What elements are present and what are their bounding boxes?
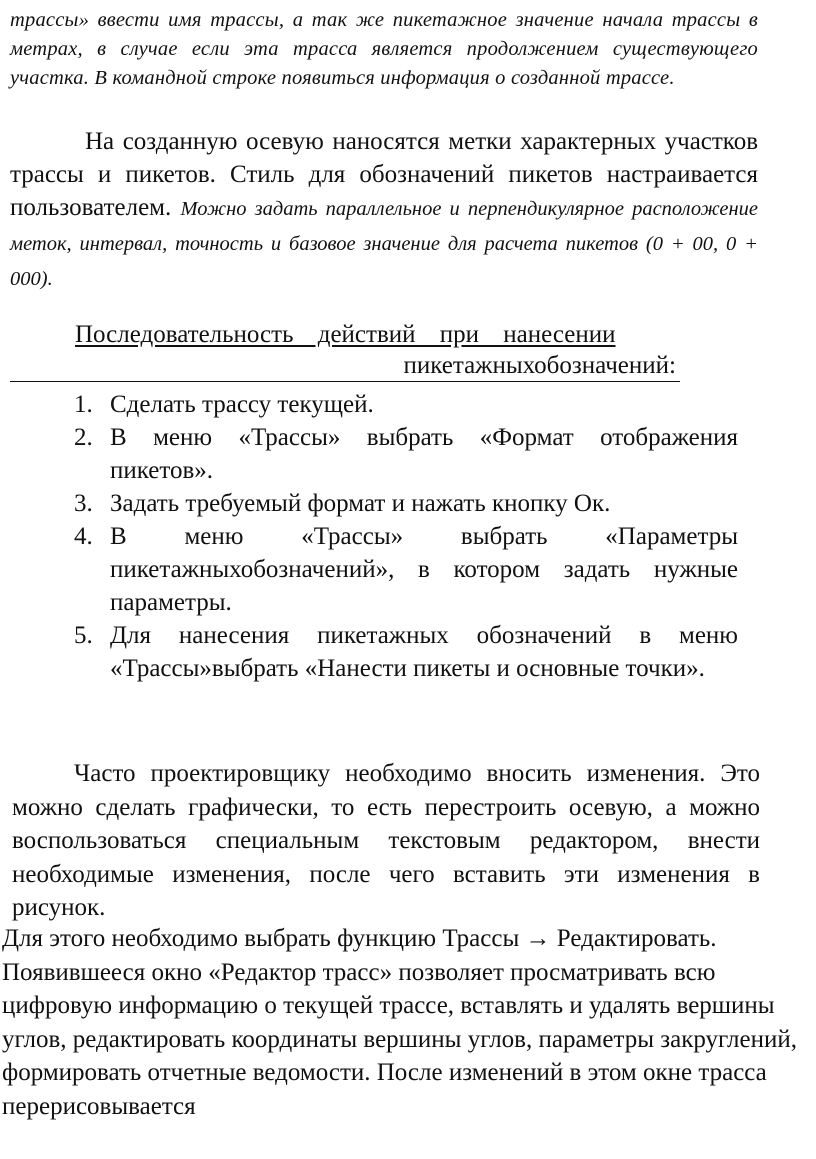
list-item xyxy=(74,520,738,619)
list-item-number: 3. xyxy=(74,490,93,517)
list-item-number: 1. xyxy=(74,391,93,418)
section-heading-line2: пикетажныхобозначений: xyxy=(10,351,680,382)
section-heading-line1: Последовательность действий при нанесении xyxy=(75,321,616,348)
editor-paragraph: Для этого необходимо выбрать функцию Трассы → Редактировать. Появившееся окно «Редактор трасс» позволяет просматривать всю цифровую информацию о текущей трассе, вставлять и удалять вершины углов, редактировать координаты вершины углов, параметры закруглений, формировать отчетные ведомости. После изменений в этом окне трасса перерисовывается xyxy=(2,925,797,1120)
list-item-number: 2. xyxy=(74,424,93,451)
steps-list xyxy=(74,388,738,685)
list-item xyxy=(74,421,738,487)
list-item-text: В меню «Трассы» выбрать «Формат отображения пикетов». xyxy=(110,424,738,484)
list-item xyxy=(74,619,738,685)
list-item-text: Для нанесения пикетажных обозначений в меню «Трассы»выбрать «Нанести пикеты и основные точки». xyxy=(110,622,738,682)
list-item-text: Задать требуемый формат и нажать кнопку Ок. xyxy=(110,490,611,517)
list-item-number: 4. xyxy=(74,523,93,550)
intro-paragraph: трассы» ввести имя трассы, а так же пикетажное значение начала трассы в метрах, в случае если эта трасса является продолжением существующего участка. В командной строке появиться информация о созданной трассе. xyxy=(10,9,758,89)
list-item-number: 5. xyxy=(74,622,93,649)
list-item xyxy=(74,487,738,520)
editing-paragraph: Часто проектировщику необходимо вносить изменения. Это можно сделать графически, то есть перестроить осевую, а можно воспользоваться специальным текстовым редактором, внести необходимые изменения, после чего вставить эти изменения в рисунок. xyxy=(12,760,760,921)
markers-paragraph xyxy=(10,125,758,296)
list-item-text: В меню «Трассы» выбрать «Параметры пикетажныхобозначений», в котором задать нужные параметры. xyxy=(110,523,738,616)
markers-paragraph-italic-text: Можно задать параллельное и перпендикулярное расположение меток, интервал, точность и базовое значение для расчета пикетов (0 + 00, 0 + 000). xyxy=(10,198,758,290)
list-item-text: Сделать трассу текущей. xyxy=(110,391,374,418)
markers-paragraph-text: На созданную осевую наносятся метки характерных участков трассы и пикетов. Стиль для обозначений пикетов настраивается пользователем. xyxy=(10,128,758,221)
section-heading xyxy=(10,318,680,382)
list-item xyxy=(74,388,738,421)
